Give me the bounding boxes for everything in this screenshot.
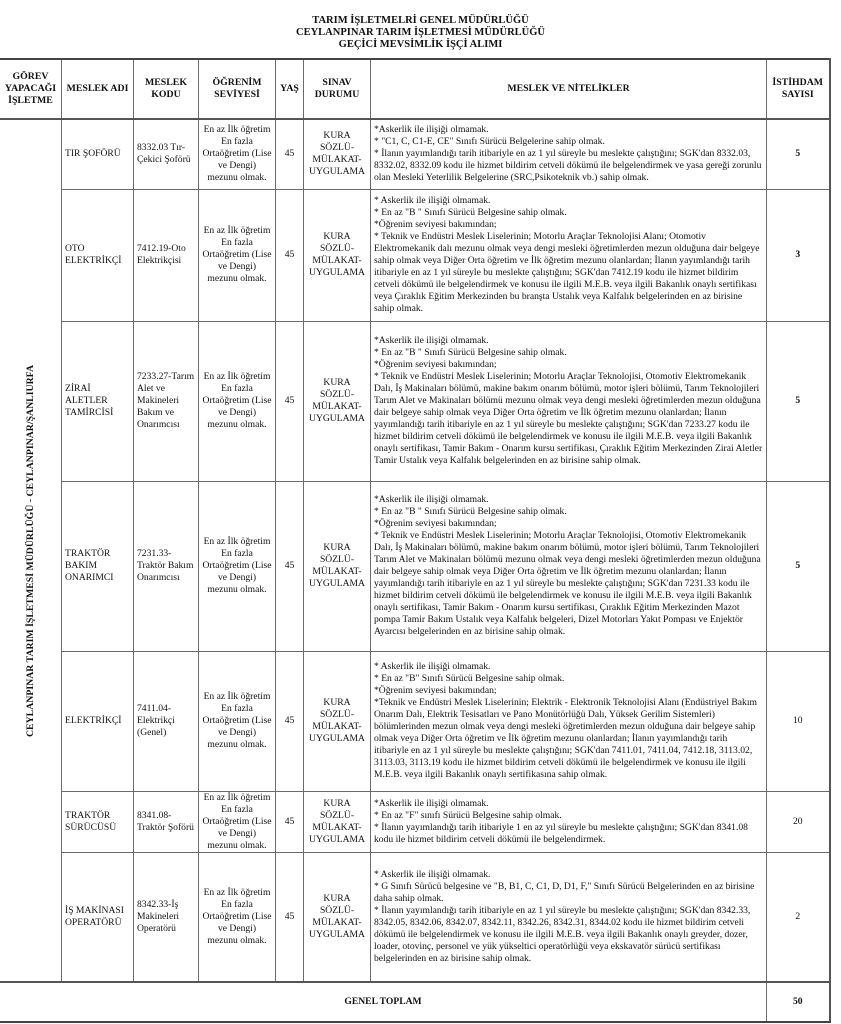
table-row [0,651,830,791]
nitelik-line: *Öğrenim seviyesi bakımından; [374,359,497,370]
workplace-label: CEYLANPINAR TARIM İŞLETMESİ MÜDÜRLÜĞÜ - CEYLANPINAR/ŞANLIURFA [24,364,36,737]
yas-cell: 45 [276,119,304,189]
nitelikler-cell [371,481,767,651]
istihdam-cell: 5 [767,321,830,481]
nitelik-line: * G Sınıfı Sürücü belgesine ve "B, B1, C, C1, D, D1, F," Sınıfı Sürücü Belgelerinden en az birisine daha sahip olmak. [374,880,755,904]
meslek-adi-cell: ZİRAİ ALETLER TAMİRCİSİ [62,321,134,481]
header-istihdam: İSTİHDAM SAYISI [767,59,830,119]
ogrenim-cell: En az İlk öğretim En fazla Ortaöğretim (Lise ve Dengi) mezunu olmak. [199,481,276,651]
nitelikler-cell [371,791,767,852]
table-body [0,119,830,982]
title-line-3: GEÇİCİ MEVSİMLİK İŞÇİ ALIMI [338,39,503,50]
sinav-cell: KURA SÖZLÜ-MÜLAKAT-UYGULAMA [304,852,371,982]
nitelik-line: * En az "B" Sınıfı Sürücü Belgesine sahip olmak. [374,673,565,684]
yas-cell: 45 [276,189,304,321]
nitelik-line: * "C1, C, C1-E, CE" Sınıfı Sürücü Belgelerine sahip olmak. [374,136,605,148]
nitelik-line: * En az "F" sınıfı Sürücü Belgesine sahip olmak. [374,809,562,821]
table-row [0,321,830,481]
total-label: GENEL TOPLAM [0,982,767,1022]
ogrenim-cell: En az İlk öğretim En fazla Ortaöğretim (Lise ve Dengi) mezunu olmak. [199,321,276,481]
total-value: 50 [767,982,830,1022]
ogrenim-cell: En az İlk öğretim En fazla Ortaöğretim (Lise ve Dengi) mezunu olmak. [199,791,276,852]
istihdam-cell: 5 [767,481,830,651]
nitelik-line: *Öğrenim seviyesi bakımından; [374,518,497,529]
ogrenim-cell: En az İlk öğretim En fazla Ortaöğretim (Lise ve Dengi) mezunu olmak. [199,119,276,189]
document-titles [0,15,841,51]
sinav-cell: KURA SÖZLÜ-MÜLAKAT-UYGULAMA [304,791,371,852]
meslek-adi-cell: ELEKTRİKÇİ [62,651,134,791]
header-nitelikler: MESLEK VE NİTELİKLER [371,59,767,119]
table-row [0,852,830,982]
nitelik-line: * En az "B " Sınıfı Sürücü Belgesine sahip olmak. [374,207,567,218]
nitelik-line: * En az "B " Sınıfı Sürücü Belgesine sahip olmak. [374,347,567,358]
meslek-kodu-cell: 8341.08-Traktör Şoförü [134,791,199,852]
yas-cell: 45 [276,651,304,791]
nitelik-line: * Teknik ve Endüstri Meslek Liselerinin; Motorlu Araçlar Teknolojisi, Otomotiv Elektromekanik Dalı, İş Makinaları bölümü, makine bakım onarım bölümü, motor işleri bölümü, Tarım Teknolojileri Tarım Alet ve Makinaları bölümü mezunu olmak veya dengi mesleki öğretimlerden mezun olduğuna dair belgeye sahip olmak veya Diğer Orta öğretim ve İlk öğretim mezunu olanlardan; İlanın yayımlandığı tarih itibariyle en az 1 yıl süreyle bu meslekte çalıştığını; SGK'dan 7233.27 kodu ile hizmet bildirim cetveli dökümü ile belgelendirmek ve konusu ile ilgili M.E.B. veya ilgili Bakanlık onaylı sertifikası, Tamir Bakım - Onarım kursu sertifikası, Çıraklık Eğitim Merkezinden Zirai Aletler Tamir Ustalık veya Kalfalık belgelerinden en az birisine sahip olmak. [374,371,763,466]
meslek-kodu-cell: 7231.33-Traktör Bakım Onarımcısı [134,481,199,651]
nitelik-line: * İlanın yayımlandığı tarih itibariyle en az 1 yıl süreyle bu meslekte çalıştığını; SGK'dan 8332.03, 8332.02, 8332.09 kodu ile hizmet bildirim cetveli dökümü ile belgelendirmek ve yasa gereği zorunlu olan Mesleki Yeterlilik Belgelerine (SRC,Psikoteknik vb.) sahip olmak. [374,148,762,184]
yas-cell: 45 [276,791,304,852]
meslek-adi-cell: İŞ MAKİNASI OPERATÖRÜ [62,852,134,982]
yas-cell: 45 [276,481,304,651]
istihdam-cell: 5 [767,119,830,189]
total-row [0,982,830,1022]
title-line-2: CEYLANPINAR TARIM İŞLETMESİ MÜDÜRLÜĞÜ [295,27,545,38]
sinav-cell: KURA SÖZLÜ-MÜLAKAT-UYGULAMA [304,321,371,481]
meslek-adi-cell: OTO ELEKTRİKÇİ [62,189,134,321]
table-row [0,119,830,189]
nitelik-line: *Öğrenim seviyesi bakımından; [374,219,497,230]
meslek-kodu-cell: 7411.04-Elektrikçi (Genel) [134,651,199,791]
meslek-kodu-cell: 8332.03 Tır-Çekici Şoförü [134,119,199,189]
nitelikler-cell [371,852,767,982]
nitelikler-cell [371,651,767,791]
ogrenim-cell: En az İlk öğretim En fazla Ortaöğretim (Lise ve Dengi) mezunu olmak. [199,189,276,321]
nitelik-line: * Askerlik ile ilişiği olmamak. [374,661,491,672]
meslek-kodu-cell: 7412.19-Oto Elektrikçisi [134,189,199,321]
nitelik-line: * Askerlik ile ilişiği olmamak. [374,195,491,206]
header-gorev: GÖREV YAPACAĞI İŞLETME [0,59,62,119]
istihdam-cell: 3 [767,189,830,321]
nitelik-line: *Öğrenim seviyesi bakımından; [374,685,497,696]
istihdam-cell: 2 [767,852,830,982]
nitelik-line: *Askerlik ile ilişiği olmamak. [374,124,489,136]
header-meslek-adi: MESLEK ADI [62,59,134,119]
sinav-cell: KURA SÖZLÜ-MÜLAKAT-UYGULAMA [304,189,371,321]
nitelik-line: * Teknik ve Endüstri Meslek Liselerinin; Motorlu Araçlar Teknolojisi Alanı; Otomotiv Elektromekanik dalı mezunu olmak veya dengi mesleki öğretimlerden mezun olduğuna dair belgeye sahip olmak veya Diğer Orta öğretim ve İlk öğretim mezunu olanlardan; İlanın yayımlandığı tarih itibariyle en az 1 yıl süreyle bu meslekte çalıştığını; SGK'dan 7412.19 kodu ile hizmet bildirim cetveli dökümü ile belgelendirmek ve konusu ile ilgili M.E.B. veya ilgili Bakanlık onaylı sertifikası veya Çıraklık Eğitim Merkezinden bu branşta Ustalık veya Kalfalık belgelerinden en az birisine sahip olmak. [374,231,760,314]
table-row [0,791,830,852]
istihdam-cell: 10 [767,651,830,791]
yas-cell: 45 [276,321,304,481]
header-meslek-kodu: MESLEK KODU [134,59,199,119]
header-row [0,59,830,119]
sinav-cell: KURA SÖZLÜ-MÜLAKAT-UYGULAMA [304,119,371,189]
workplace-cell [0,119,62,982]
nitelik-line: * İlanın yayımlandığı tarih itibariyle 1 en az yıl süreyle bu meslekte çalıştığını; SGK'dan 8341.08 kodu ile hizmet bildirim cetveli dökümü ile belgelendirmek. [374,821,748,845]
nitelik-line: *Askerlik ile ilişiği olmamak. [374,797,489,809]
istihdam-cell: 20 [767,791,830,852]
meslek-kodu-cell: 8342.33-İş Makineleri Operatörü [134,852,199,982]
nitelik-line: *Askerlik ile ilişiği olmamak. [374,494,489,505]
meslek-kodu-cell: 7233.27-Tarım Alet ve Makineleri Bakım ve Onarımcısı [134,321,199,481]
nitelik-line: * En az "B " Sınıfı Sürücü Belgesine sahip olmak. [374,506,567,517]
yas-cell: 45 [276,852,304,982]
nitelik-line: *Askerlik ile ilişiği olmamak. [374,335,489,346]
title-line-1: TARIM İŞLETMELRİ GENEL MÜDÜRLÜĞÜ [312,15,529,26]
nitelikler-cell [371,119,767,189]
header-ogrenim: ÖĞRENİM SEVİYESİ [199,59,276,119]
meslek-adi-cell: TRAKTÖR BAKIM ONARIMCI [62,481,134,651]
recruitment-table [0,58,831,1023]
nitelikler-cell [371,189,767,321]
ogrenim-cell: En az İlk öğretim En fazla Ortaöğretim (Lise ve Dengi) mezunu olmak. [199,651,276,791]
nitelikler-cell [371,321,767,481]
meslek-adi-cell: TRAKTÖR SÜRÜCÜSÜ [62,791,134,852]
header-yas: YAŞ [276,59,304,119]
sinav-cell: KURA SÖZLÜ-MÜLAKAT-UYGULAMA [304,481,371,651]
ogrenim-cell: En az İlk öğretim En fazla Ortaöğretim (Lise ve Dengi) mezunu olmak. [199,852,276,982]
nitelik-line: *Teknik ve Endüstri Meslek Liselerinin; Elektrik - Elektronik Teknolojisi Alanı (Endüstriyel Bakım Onarım Dalı, Elektrik Tesisatları ve Pano Monütörlüğü Dalı, Yüksek Gerilim Sistemleri) bölümlerinden mezun olmak veya dengi mesleki öğretimlerden mezun olduğuna dair belgeye sahip olmak veya Diğer Orta öğretim ve İlk öğretim mezunu olanlardan; İlanın yayımlandığı tarih itibariyle en az 1 yıl süreyle bu meslekte çalıştığını; SGK'dan 7411.01, 7411.04, 7412.18, 3113.02, 3113.03, 3113.19 kodu ile hizmet bildirim cetveli dökümü ile belgelendirmek ve konusu ile ilgili M.E.B. veya ilgili Bakanlık onaylı sertifikasına sahip olmak. [374,697,757,780]
meslek-adi-cell: TIR ŞOFÖRÜ [62,119,134,189]
table-row [0,481,830,651]
nitelik-line: * İlanın yayımlandığı tarih itibariyle en az 1 yıl süreyle bu meslekte çalıştığını; SGK'dan 8342.33, 8342.05, 8342.06, 8342.07, 8342.11, 8342.26, 8342.31, 8344.02 kodu ile hizmet bildirim cetveli dökümü ile belgelendirmek ve konusu ile ilgili M.E.B. veya ilgili Bakanlık onaylı greyder, dozer, loader, otovinç, personel ve yük yükseltici operatörlüğü veya ekskavatör sürücü sertifikası belgelerinden en az birisine sahip olmak. [374,904,751,964]
nitelik-line: * Askerlik ile ilişiği olmamak. [374,868,491,880]
nitelik-line: * Teknik ve Endüstri Meslek Liselerinin; Motorlu Araçlar Teknolojisi, Otomotiv Elektromekanik Dalı, İş Makinaları bölümü, makine bakım onarım bölümü, motor işleri bölümü, Tarım Teknolojileri Tarım Alet ve Makinaları bölümü mezunu olmak veya dengi mesleki öğretimlerden mezun olduğuna dair belgeye sahip olmak veya Diğer Orta öğretim ve İlk öğretim mezunu olanlardan; İlanın yayımlandığı tarih itibariyle en az 1 yıl süreyle bu meslekte çalıştığını; SGK'dan 7231.33 kodu ile hizmet bildirim cetveli dökümü ile belgelendirmek ve konusu ile ilgili M.E.B. veya ilgili Bakanlık onaylı sertifikası, Tamir Bakım - Onarım kursu sertifikası, Çıraklık Eğitim Merkezinden Mazot pompa Tamir Bakım Ustalık veya Kalfalık belgeleri, Dizel Motorları Yakıt Pompası ve Enjektör Ayarcısı belgelerinden en az birisine sahip olmak. [374,530,761,637]
table-row [0,189,830,321]
header-sinav: SINAV DURUMU [304,59,371,119]
sinav-cell: KURA SÖZLÜ-MÜLAKAT-UYGULAMA [304,651,371,791]
